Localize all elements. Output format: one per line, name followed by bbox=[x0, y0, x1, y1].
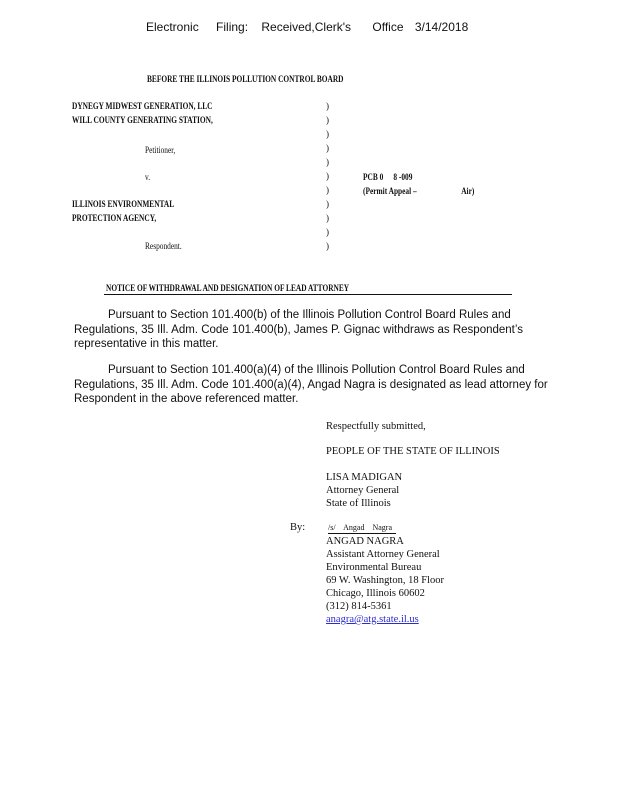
filing-filing: Filing: bbox=[216, 20, 249, 34]
attorney-name: ANGAD NAGRA bbox=[326, 536, 404, 547]
street-address: 69 W. Washington, 18 Floor bbox=[326, 575, 444, 586]
city-address: Chicago, Illinois 60602 bbox=[326, 588, 425, 599]
caption-paren: ) bbox=[326, 143, 329, 153]
board-heading: BEFORE THE ILLINOIS POLLUTION CONTROL BOARD bbox=[147, 74, 344, 84]
signed-line: /s/ Angad Nagra bbox=[328, 523, 396, 534]
petitioner-name-line-2: WILL COUNTY GENERATING STATION, bbox=[72, 115, 213, 125]
versus-label: v. bbox=[145, 172, 151, 182]
case-number bbox=[363, 172, 412, 182]
filing-date: 3/14/2018 bbox=[414, 20, 469, 34]
caption-paren: ) bbox=[326, 129, 329, 139]
filing-electronic: Electronic bbox=[146, 20, 199, 34]
respondent-name-line-2: PROTECTION AGENCY, bbox=[72, 213, 157, 223]
case-number-value: 8 -009 bbox=[393, 172, 413, 182]
petitioner-label: Petitioner, bbox=[145, 145, 176, 155]
respondent-name-line-1: ILLINOIS ENVIRONMENTAL bbox=[72, 199, 175, 209]
bureau: Environmental Bureau bbox=[326, 562, 422, 573]
email-link[interactable]: anagra@atg.state.il.us bbox=[326, 614, 419, 625]
filing-office: Office bbox=[372, 20, 404, 34]
caption-paren: ) bbox=[326, 171, 329, 181]
caption-paren: ) bbox=[326, 227, 329, 237]
phone: (312) 814-5361 bbox=[326, 601, 392, 612]
filing-header bbox=[146, 20, 468, 34]
case-type-part-2: Air) bbox=[461, 186, 475, 196]
ag-state: State of Illinois bbox=[326, 498, 391, 509]
ag-name: LISA MADIGAN bbox=[326, 472, 403, 483]
case-pcb: PCB 0 bbox=[363, 172, 384, 182]
caption-paren: ) bbox=[326, 157, 329, 167]
paragraph-withdrawal: Pursuant to Section 101.400(b) of the Illinois Pollution Control Board Rules and Regulations, 35 Ill. Adm. Code 101.400(b), James P. Gignac withdraws as Respondent’s representative in this matter. bbox=[74, 309, 523, 350]
by-label: By: bbox=[290, 522, 306, 533]
caption-paren: ) bbox=[326, 241, 329, 251]
notice-title: NOTICE OF WITHDRAWAL AND DESIGNATION OF LEAD ATTORNEY bbox=[106, 283, 350, 293]
filing-received: Received,Clerk's bbox=[261, 20, 352, 34]
attorney-title: Assistant Attorney General bbox=[326, 549, 440, 560]
paragraph-designation: Pursuant to Section 101.400(a)(4) of the Illinois Pollution Control Board Rules and Regulations, 35 Ill. Adm. Code 101.400(a)(4), Angad Nagra is designated as lead attorney for Respondent in the above referenced matter. bbox=[74, 364, 548, 405]
people-of-state: PEOPLE OF THE STATE OF ILLINOIS bbox=[326, 446, 500, 457]
petitioner-name-line-1: DYNEGY MIDWEST GENERATION, LLC bbox=[72, 101, 213, 111]
caption-paren: ) bbox=[326, 199, 329, 209]
respectfully-submitted: Respectfully submitted, bbox=[326, 421, 426, 432]
caption-paren: ) bbox=[326, 213, 329, 223]
respondent-label: Respondent. bbox=[145, 241, 182, 251]
ag-title: Attorney General bbox=[326, 485, 400, 496]
caption-paren: ) bbox=[326, 115, 329, 125]
caption-paren: ) bbox=[326, 185, 329, 195]
caption-paren: ) bbox=[326, 101, 329, 111]
case-type bbox=[363, 186, 474, 196]
case-type-part-1: (Permit Appeal – bbox=[363, 186, 417, 196]
notice-title-rule bbox=[104, 294, 512, 295]
